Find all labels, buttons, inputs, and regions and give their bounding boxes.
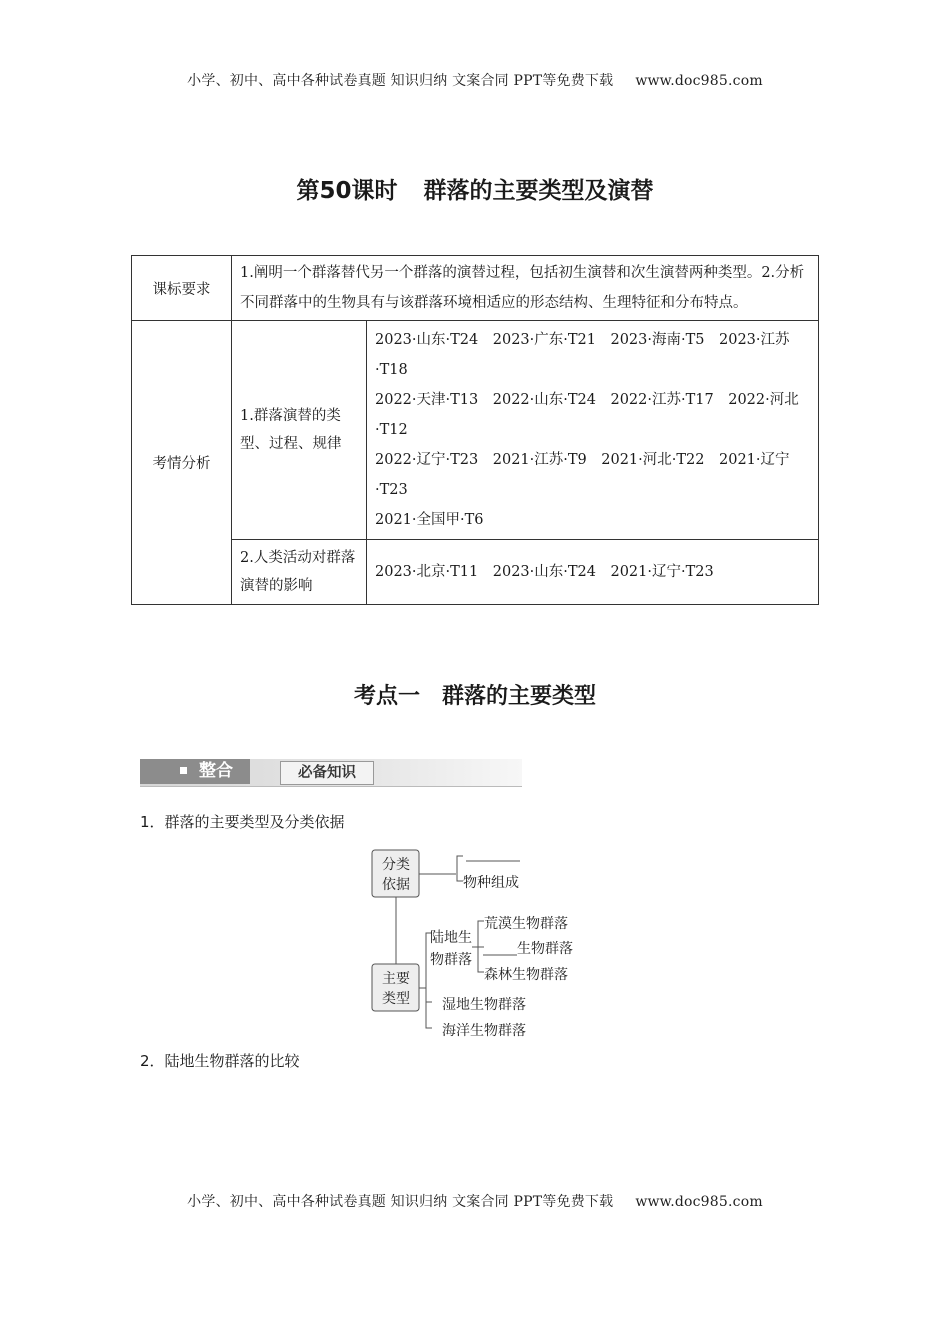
page-header xyxy=(0,70,950,90)
kaodian-label: 考点一 xyxy=(353,684,420,709)
ocean-community: 海洋生物群落 xyxy=(442,1023,526,1039)
footer-text: 小学、初中、高中各种试卷真题 知识归纳 文案合同 PPT等免费下载 xyxy=(187,1194,614,1210)
lesson-topic: 群落的主要类型及演替 xyxy=(423,178,654,204)
requirements-table xyxy=(131,255,819,605)
subsection-heading-2: 2．陆地生物群落的比较 xyxy=(140,1052,300,1070)
page-title xyxy=(0,172,950,205)
classification-diagram xyxy=(360,845,590,1045)
standard-text: 1.阐明一个群落替代另一个群落的演替过程，包括初生演替和次生演替两种类型。2.分析不同群落中的生物具有与该群落环境相适应的形态结构、生理特征和分布特点。 xyxy=(232,256,819,321)
section-heading xyxy=(0,679,950,710)
analysis-years-2: 2023·北京·T11 2023·山东·T24 2021·辽宁·T23 xyxy=(367,540,819,605)
years-line: 2021·全国甲·T6 xyxy=(375,512,484,528)
years-line: 2022·辽宁·T23 2021·江苏·T9 2021·河北·T22 2021·辽宁·T23 xyxy=(375,452,790,498)
blank-community: 生物群落 xyxy=(517,941,573,957)
header-url[interactable]: www.doc985.com xyxy=(635,73,763,89)
years-line: 2022·天津·T13 2022·山东·T24 2022·江苏·T17 2022·河北·T12 xyxy=(375,392,799,438)
footer-url[interactable]: www.doc985.com xyxy=(635,1194,763,1210)
analysis-years-1 xyxy=(367,321,819,540)
page-footer xyxy=(0,1191,950,1211)
banner-dark-label: 整合 xyxy=(199,761,233,781)
box1-line2: 依据 xyxy=(382,877,410,893)
row-label-analysis: 考情分析 xyxy=(132,321,232,605)
wetland-community: 湿地生物群落 xyxy=(442,997,526,1013)
table-row xyxy=(132,321,819,540)
desert-community: 荒漠生物群落 xyxy=(484,916,568,932)
analysis-sub-2: 2.人类活动对群落演替的影响 xyxy=(232,540,367,605)
land-community-line2: 物群落 xyxy=(430,952,472,968)
banner-light-tab: 必备知识 xyxy=(280,761,374,785)
analysis-sub-1: 1.群落演替的类型、过程、规律 xyxy=(232,321,367,540)
subsection-heading-1: 1．群落的主要类型及分类依据 xyxy=(140,813,345,831)
table-row xyxy=(132,540,819,605)
species-composition: 物种组成 xyxy=(463,875,519,891)
box1-line1: 分类 xyxy=(382,857,410,873)
square-bullet-icon xyxy=(180,767,187,774)
lesson-number: 第50课时 xyxy=(296,178,398,204)
table-row xyxy=(132,256,819,321)
kaodian-topic: 群落的主要类型 xyxy=(442,684,597,709)
years-line: 2023·山东·T24 2023·广东·T21 2023·海南·T5 2023·江苏·T18 xyxy=(375,332,790,378)
land-community-line1: 陆地生 xyxy=(430,930,472,946)
banner-dark-tab xyxy=(140,759,250,784)
knowledge-banner xyxy=(140,759,522,787)
header-text: 小学、初中、高中各种试卷真题 知识归纳 文案合同 PPT等免费下载 xyxy=(187,73,614,89)
box2-line2: 类型 xyxy=(382,991,410,1007)
forest-community: 森林生物群落 xyxy=(484,967,568,983)
row-label-standard: 课标要求 xyxy=(132,256,232,321)
box2-line1: 主要 xyxy=(382,971,410,987)
